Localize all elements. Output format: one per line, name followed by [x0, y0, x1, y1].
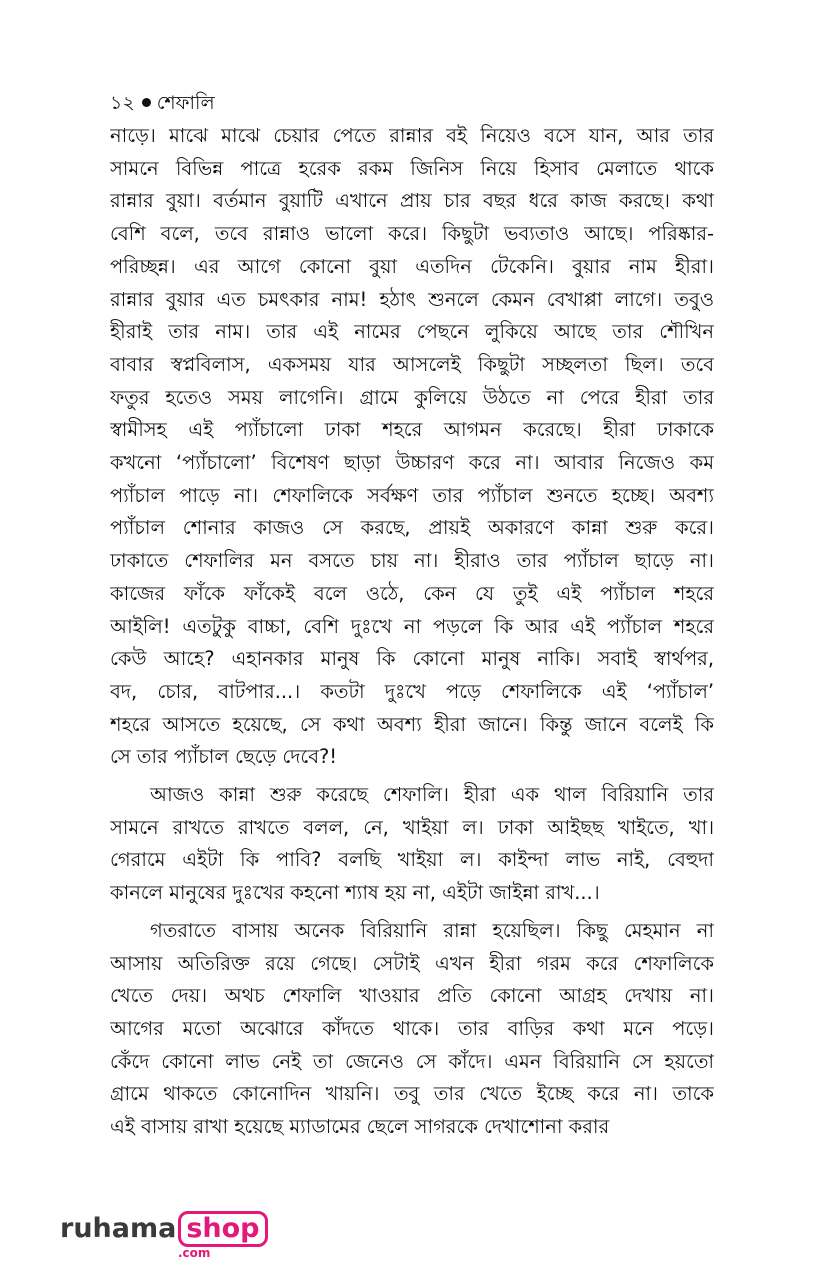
- logo-text-ruhama: ruhama: [60, 1213, 177, 1244]
- text-line: রান্নার বুয়া। বর্তমান বুয়াটি এখানে প্রায় চার বছর ধরে কাজ করছে। কথা: [110, 189, 714, 213]
- text-line: কেউ আহে? এহানকার মানুষ কি কোনো মানুষ নাকি। সবাই স্বার্থপর,: [110, 647, 714, 671]
- text-line: বাবার স্বপ্নবিলাস, একসময় যার আসলেই কিছুটা সচ্ছলতা ছিল। তবে: [110, 352, 714, 376]
- text-line: রান্নার বুয়ার এত চমৎকার নাম! হঠাৎ শুনলে কেমন বেখাপ্পা লাগে। তবুও: [110, 287, 714, 311]
- text-line: গেরামে এইটা কি পাবি? বলছি খাইয়া ল। কাইন্দা লাভ নাই, বেহুদা: [110, 848, 714, 872]
- paragraph: [110, 120, 714, 774]
- paragraph: [110, 779, 714, 910]
- ruhamashop-logo: [60, 1211, 268, 1267]
- running-header: [110, 88, 714, 120]
- bullet-separator-icon: [142, 98, 151, 107]
- text-line: কখনো ‘প্যাঁচালো’ বিশেষণ ছাড়া উচ্চারণ করে না। আবার নিজেও কম: [110, 451, 714, 475]
- text-line: খেতে দেয়। অথচ শেফালি খাওয়ার প্রতি কোনো আগ্রহ দেখায় না।: [110, 984, 714, 1008]
- logo-text-domain: .com: [178, 1246, 211, 1260]
- text-line: কেঁদে কোনো লাভ নেই তা জেনেও সে কাঁদে। এমন বিরিয়ানি সে হয়তো: [110, 1049, 714, 1073]
- text-line: স্বামীসহ এই প্যাঁচালো ঢাকা শহরে আগমন করেছে। হীরা ঢাকাকে: [110, 418, 714, 442]
- text-line: পরিচ্ছন্ন। এর আগে কোনো বুয়া এতদিন টেকেনি। বুয়ার নাম হীরা।: [110, 254, 714, 278]
- chapter-title: শেফালি: [156, 92, 215, 114]
- text-line: বেশি বলে, তবে রান্নাও ভালো করে। কিছুটা ভব্যতাও আছে। পরিষ্কার-: [110, 222, 714, 246]
- text-line: সে তার প্যাঁচাল ছেড়ে দেবে?!: [110, 745, 338, 769]
- text-line: শহরে আসতে হয়েছে, সে কথা অবশ্য হীরা জানে। কিন্তু জানে বলেই কি: [110, 712, 714, 736]
- text-line: কাজের ফাঁকে ফাঁকেই বলে ওঠে, কেন যে তুই এই প্যাঁচাল শহরে: [110, 581, 714, 605]
- text-line: কানলে মানুষের দুঃখের কহনো শ্যাষ হয় না, এইটা জাইন্না রাখ...।: [110, 881, 600, 905]
- page-number: ১২: [110, 92, 135, 114]
- text-line: আগের মতো অঝোরে কাঁদতে থাকে। তার বাড়ির কথা মনে পড়ে।: [110, 1016, 714, 1040]
- text-line: সামনে বিভিন্ন পাত্রে হরেক রকম জিনিস নিয়ে হিসাব মেলাতে থাকে: [110, 156, 714, 180]
- text-line: আইলি! এতটুকু বাচ্চা, বেশি দুঃখে না পড়লে কি আর এই প্যাঁচাল শহরে: [110, 614, 714, 638]
- paragraph: [110, 915, 714, 1144]
- text-line: গতরাতে বাসায় অনেক বিরিয়ানি রান্না হয়েছিল। কিছু মেহমান না: [150, 918, 714, 942]
- text-line: আজও কান্না শুরু করেছে শেফালি। হীরা এক থাল বিরিয়ানি তার: [150, 783, 714, 807]
- text-line: আসায় অতিরিক্ত রয়ে গেছে। সেটাই এখন হীরা গরম করে শেফালিকে: [110, 951, 714, 975]
- body-text: [110, 120, 714, 1144]
- text-line: ফতুর হতেও সময় লাগেনি। গ্রামে কুলিয়ে উঠতে না পেরে হীরা তার: [110, 385, 714, 409]
- text-line: প্যাঁচাল শোনার কাজও সে করছে, প্রায়ই অকারণে কান্না শুরু করে।: [110, 516, 714, 540]
- book-page: [110, 88, 714, 1144]
- text-line: হীরাই তার নাম। তার এই নামের পেছনে লুকিয়ে আছে তার শৌখিন: [110, 320, 714, 344]
- text-line: ঢাকাতে শেফালির মন বসতে চায় না। হীরাও তার প্যাঁচাল ছাড়ে না।: [110, 549, 714, 573]
- text-line: প্যাঁচাল পাড়ে না। শেফালিকে সর্বক্ষণ তার প্যাঁচাল শুনতে হচ্ছে। অবশ্য: [110, 483, 714, 507]
- text-line: এই বাসায় রাখা হয়েছে ম্যাডামের ছেলে সাগরকে দেখাশোনা করার: [110, 1115, 610, 1139]
- logo-text-shop: shop: [178, 1211, 267, 1247]
- text-line: সামনে রাখতে রাখতে বলল, নে, খাইয়া ল। ঢাকা আইছছ খাইতে, খা।: [110, 815, 714, 839]
- text-line: বদ, চোর, বাটপার...। কতটা দুঃখে পড়ে শেফালিকে এই ‘প্যাঁচাল’: [110, 679, 714, 703]
- text-line: নাড়ে। মাঝে মাঝে চেয়ার পেতে রান্নার বই নিয়েও বসে যান, আর তার: [110, 124, 714, 147]
- text-line: গ্রামে থাকতে কোনোদিন খায়নি। তবু তার খেতে ইচ্ছে করে না। তাকে: [110, 1082, 714, 1106]
